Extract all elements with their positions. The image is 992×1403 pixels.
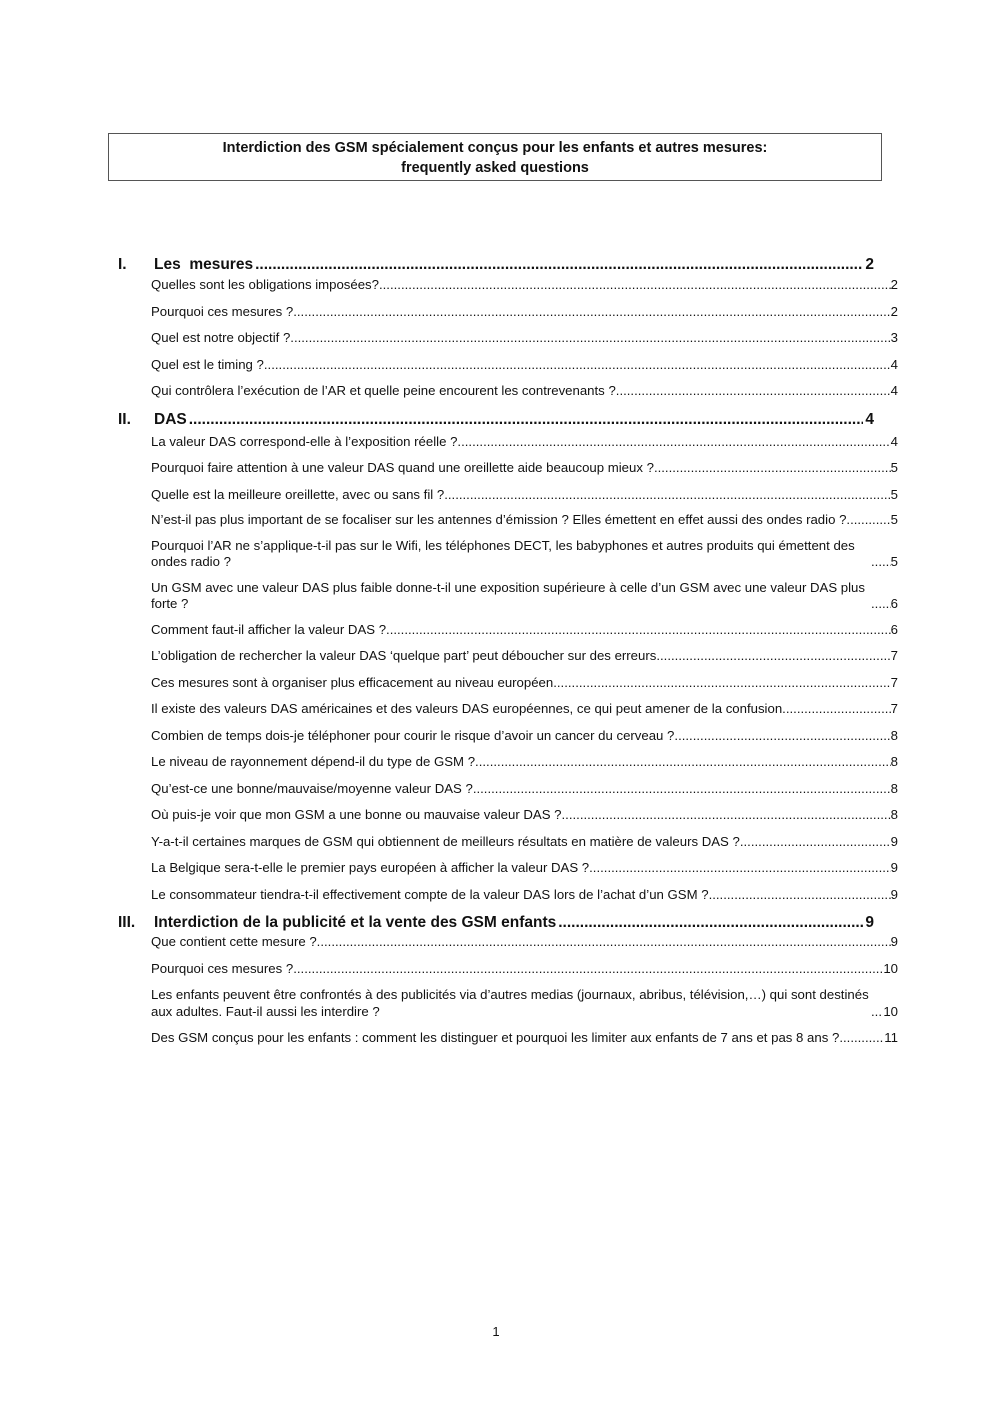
toc-entry[interactable]: [151, 961, 898, 978]
toc-section-number: III.: [118, 914, 136, 931]
toc-entry-text: Qu’est-ce une bonne/mauvaise/moyenne valeur DAS ?: [151, 780, 473, 796]
toc-entry-text: Comment faut-il afficher la valeur DAS ?: [151, 621, 387, 637]
toc-dot-leader: [293, 304, 890, 321]
toc-entry-text: Quel est notre objectif ?: [151, 330, 291, 345]
toc-entry-text: N’est-il pas plus important de se focaliser sur les antennes d’émission ? Elles émettent en effet aussi des ondes radio ?: [151, 512, 847, 527]
toc-entry-text: Des GSM conçus pour les enfants : comment les distinguer et pourquoi les limiter aux enfants de 7 ans et pas 8 ans ?: [151, 1030, 840, 1045]
toc-section-entries: [151, 434, 898, 904]
toc-entry[interactable]: [151, 622, 898, 639]
toc-entry-text: Un GSM avec une valeur DAS plus faible donne-t-il une exposition supérieure à celle d’un GSM avec une valeur DAS plus forte ?: [151, 579, 865, 611]
toc-dot-leader: [871, 554, 891, 571]
toc-section-page: 2: [865, 256, 874, 273]
toc-section-label: Les mesures: [154, 256, 254, 273]
toc-entry[interactable]: [151, 860, 898, 877]
toc-entry[interactable]: [151, 277, 898, 294]
document-title-line-2: frequently asked questions: [401, 160, 589, 176]
toc-dot-leader: [473, 781, 891, 798]
toc-entry-text: Le niveau de rayonnement dépend-il du type de GSM ?: [151, 754, 476, 769]
toc-dot-leader: [654, 460, 891, 477]
toc-entry-page: 9: [890, 833, 898, 849]
toc-entry-text: L’obligation de rechercher la valeur DAS ‘quelque part’ peut déboucher sur des erreurs.: [151, 648, 660, 663]
toc-entry-page: 4: [890, 433, 898, 449]
toc-section-heading[interactable]: [118, 255, 898, 275]
toc-entry-text: Pourquoi ces mesures ?: [151, 960, 294, 976]
toc-entry-page: 5: [890, 486, 898, 502]
toc-entry-page: 7: [890, 701, 898, 716]
toc-dot-leader: [740, 834, 891, 851]
toc-dot-leader: [589, 860, 891, 877]
toc-dot-leader: [558, 913, 863, 933]
toc-entry[interactable]: [151, 675, 898, 692]
toc-section-label: Interdiction de la publicité et la vente des GSM enfants: [154, 914, 557, 931]
toc-entry-page: 8: [890, 727, 898, 743]
toc-entry-text: Le consommateur tiendra-t-il effectivement compte de la valeur DAS lors de l’achat d’un GSM ?: [151, 886, 709, 902]
toc-entry-text: La valeur DAS correspond-elle à l’exposition réelle ?: [151, 433, 458, 449]
toc-entry-page: 10: [883, 1003, 898, 1019]
toc-entry-text: Il existe des valeurs DAS américaines et des valeurs DAS européennes, ce qui peut amener de la confusion.: [151, 701, 786, 716]
toc-dot-leader: [293, 961, 883, 978]
toc-entry-page: 4: [890, 383, 898, 398]
toc-section-label: DAS: [154, 410, 187, 428]
toc-dot-leader: [562, 807, 891, 824]
toc-section-entries: [151, 277, 898, 400]
toc-entry[interactable]: [151, 887, 898, 904]
toc-dot-leader: [379, 277, 891, 294]
toc-dot-leader: [846, 512, 890, 529]
toc-dot-leader: [290, 330, 890, 347]
toc-dot-leader: [839, 1030, 884, 1047]
toc-entry-text: Combien de temps dois-je téléphoner pour courir le risque d’avoir un cancer du cerveau ?: [151, 727, 675, 743]
toc-entry[interactable]: [151, 304, 898, 321]
toc-entry[interactable]: [151, 512, 898, 529]
toc-dot-leader: [616, 383, 891, 400]
document-title-box: [108, 133, 882, 181]
toc-entry-text: Pourquoi faire attention à une valeur DAS quand une oreillette aide beaucoup mieux ?: [151, 460, 654, 475]
toc-entry-page: 7: [890, 674, 898, 690]
toc-dot-leader: [457, 434, 890, 451]
toc-entry-text: Quel est le timing ?: [151, 356, 264, 372]
toc-entry-page: 7: [890, 648, 898, 663]
toc-entry-page: 6: [890, 596, 898, 611]
toc-entry-page: 11: [884, 1030, 898, 1045]
toc-entry-text: La Belgique sera-t-elle le premier pays européen à afficher la valeur DAS ?: [151, 860, 590, 875]
toc-section-number: I.: [118, 256, 127, 273]
toc-dot-leader: [660, 648, 891, 665]
toc-entry-page: 5: [890, 554, 898, 569]
toc-entry[interactable]: [151, 330, 898, 347]
toc-entry-page: 9: [890, 934, 898, 949]
toc-dot-leader: [189, 410, 864, 430]
toc-dot-leader: [444, 487, 890, 504]
toc-entry[interactable]: [151, 487, 898, 504]
toc-entry-page: 3: [890, 330, 898, 345]
toc-entry[interactable]: [151, 728, 898, 745]
toc-entry-page: 10: [883, 960, 898, 976]
toc-entry[interactable]: [151, 460, 898, 477]
toc-dot-leader: [317, 934, 891, 951]
toc-entry-page: 2: [890, 277, 898, 292]
toc-dot-leader: [871, 1004, 883, 1021]
toc-entry-page: 8: [890, 780, 898, 796]
toc-entry-text: Pourquoi ces mesures ?: [151, 303, 294, 319]
toc-entry[interactable]: [151, 357, 898, 374]
table-of-contents: [118, 255, 898, 1047]
toc-entry[interactable]: [151, 701, 898, 718]
toc-entry-text: Y-a-t-il certaines marques de GSM qui obtiennent de meilleurs résultats en matière de valeurs DAS ?: [151, 833, 740, 849]
toc-dot-leader: [557, 675, 891, 692]
toc-dot-leader: [674, 728, 890, 745]
toc-entry-text: Où puis-je voir que mon GSM a une bonne ou mauvaise valeur DAS ?: [151, 807, 562, 822]
toc-entry[interactable]: [151, 934, 898, 951]
toc-entry[interactable]: [151, 754, 898, 771]
toc-section-entries: [151, 934, 898, 1047]
toc-entry-page: 9: [890, 860, 898, 875]
toc-entry[interactable]: [151, 1030, 898, 1047]
toc-entry-page: 2: [890, 303, 898, 319]
toc-entry[interactable]: [151, 834, 898, 851]
toc-entry-page: 5: [890, 460, 898, 475]
toc-entry[interactable]: [151, 781, 898, 798]
page-number: 1: [492, 1324, 500, 1339]
toc-entry-text: Qui contrôlera l’exécution de l’AR et quelle peine encourent les contrevenants ?: [151, 383, 616, 398]
toc-section-page: 4: [865, 410, 874, 428]
toc-dot-leader: [786, 701, 891, 718]
document-title-line-1: Interdiction des GSM spécialement conçus pour les enfants et autres mesures:: [222, 140, 768, 156]
toc-entry-text: Ces mesures sont à organiser plus efficacement au niveau européen.: [151, 674, 557, 690]
toc-section-heading[interactable]: [118, 913, 898, 933]
toc-entry-text: Quelle est la meilleure oreillette, avec ou sans fil ?: [151, 486, 445, 502]
toc-entry-page: 6: [890, 621, 898, 637]
toc-section-page: 9: [865, 914, 874, 931]
toc-dot-leader: [264, 357, 891, 374]
toc-entry-page: 5: [890, 512, 898, 527]
toc-entry[interactable]: [151, 987, 898, 1020]
toc-entry[interactable]: [151, 807, 898, 824]
toc-entry[interactable]: [151, 538, 898, 571]
toc-dot-leader: [255, 255, 863, 275]
toc-entry[interactable]: [151, 434, 898, 451]
toc-section-number: II.: [118, 410, 131, 428]
toc-entry[interactable]: [151, 580, 898, 613]
toc-dot-leader: [709, 887, 891, 904]
toc-entry-page: 8: [890, 807, 898, 822]
toc-entry-text: Pourquoi l’AR ne s’applique-t-il pas sur le Wifi, les téléphones DECT, les babyphones et autres produits qui émettent des ondes radio ?: [151, 537, 855, 569]
toc-entry[interactable]: [151, 648, 898, 665]
toc-entry-page: 4: [890, 356, 898, 372]
toc-entry-text: Quelles sont les obligations imposées?: [151, 277, 379, 292]
toc-entry-text: Que contient cette mesure ?: [151, 934, 317, 949]
toc-dot-leader: [475, 754, 891, 771]
toc-entry-text: Les enfants peuvent être confrontés à des publicités via d’autres medias (journaux, abribus, télévision,…) qui sont destinés aux adultes. Faut-il aussi les interdire ?: [151, 987, 869, 1019]
toc-dot-leader: [386, 622, 891, 639]
toc-entry[interactable]: [151, 383, 898, 400]
toc-entry-page: 8: [890, 754, 898, 769]
toc-dot-leader: [871, 596, 891, 613]
toc-entry-page: 9: [890, 886, 898, 902]
toc-section-heading[interactable]: [118, 410, 898, 430]
